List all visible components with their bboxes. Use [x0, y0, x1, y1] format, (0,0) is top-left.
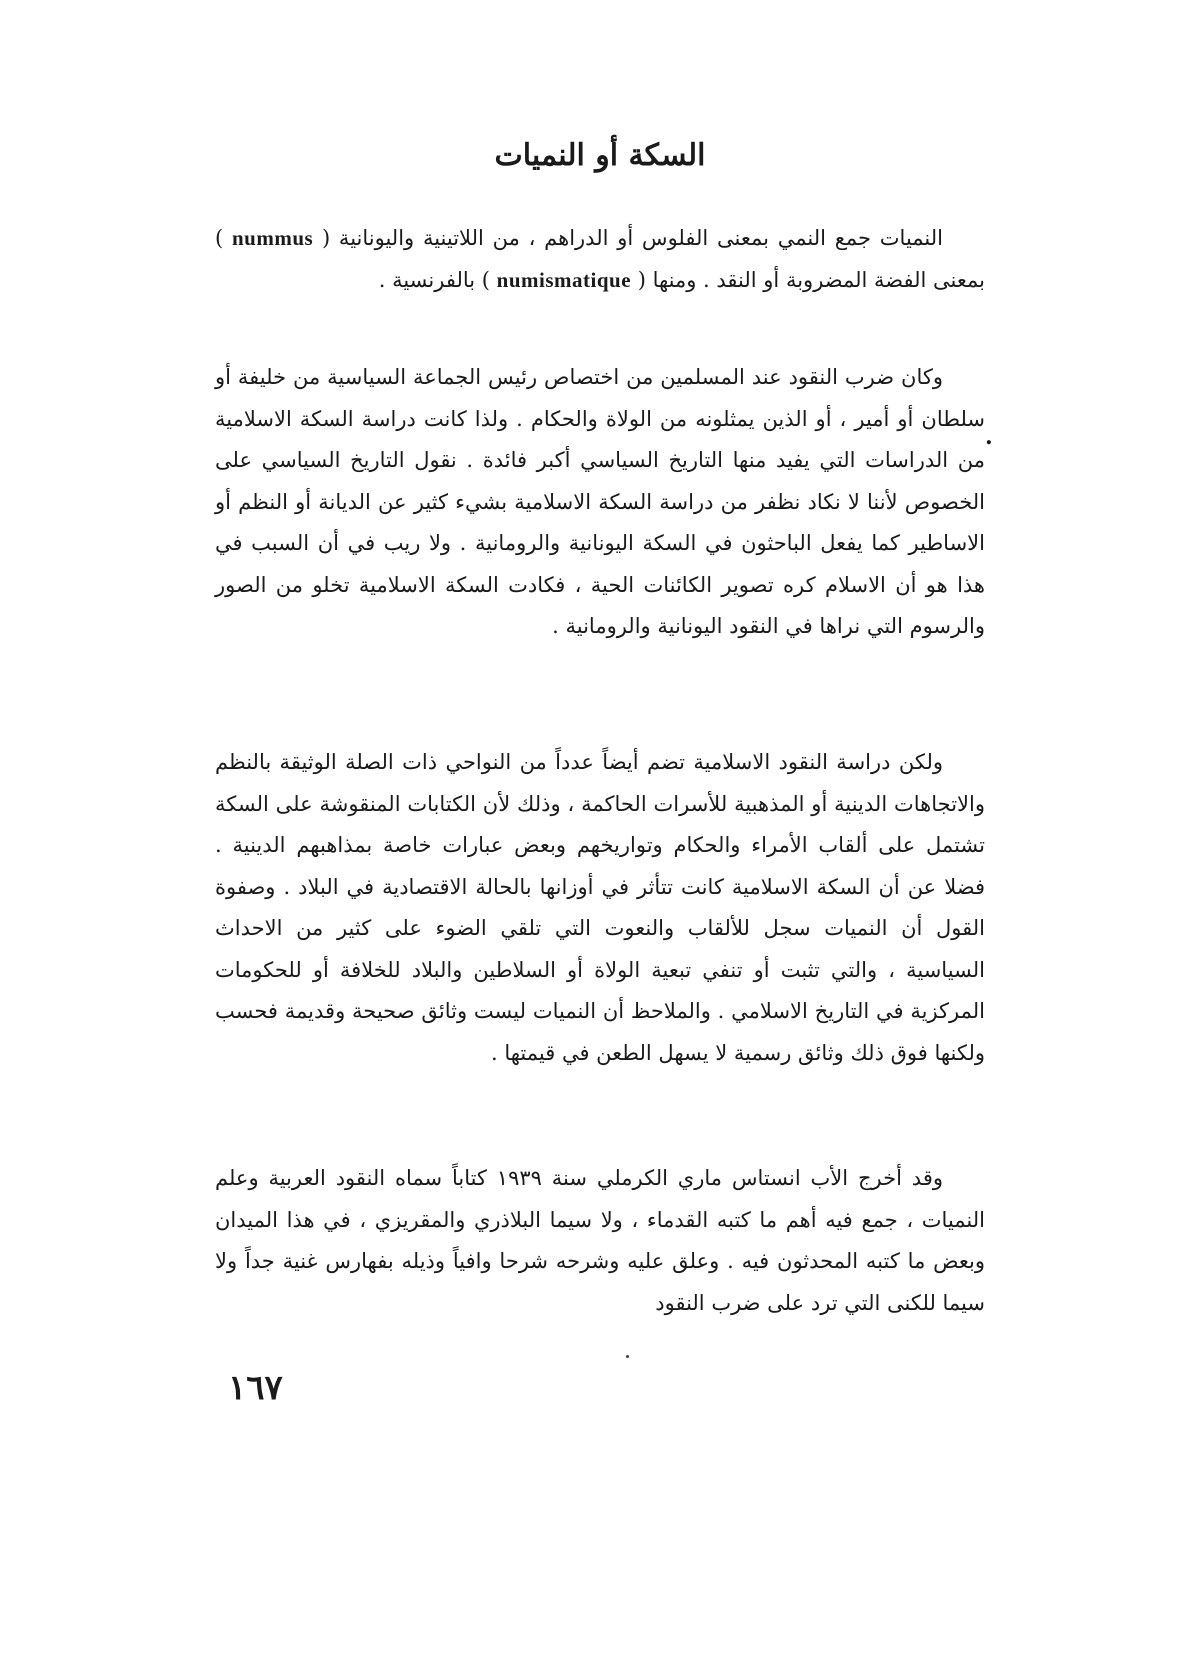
chapter-heading: السكة أو النميات	[494, 138, 706, 173]
paragraph-4: وقد أخرج الأب انستاس ماري الكرملي سنة ١٩٣٩ كتاباً سماه النقود العربية وعلم النميات ، جمع فيه أهم ما كتبه القدماء ، ولا سيما البلاذري والمقريزي ، في هذا الميدان وبعض ما كتبه المحدثون فيه . وعلق عليه وشرحه شرحا وافياً وذيله بفهارس غنية جداً ولا سيما للكنى التي ترد على ضرب النقود	[215, 1166, 985, 1315]
print-speck	[626, 1355, 629, 1358]
page-number: ١٦٧	[228, 1368, 283, 1408]
paragraph-1-text-end: ) بالفرنسية .	[378, 267, 490, 292]
latin-term-nummus: nummus	[231, 226, 314, 250]
paragraph-1-text-start: النميات جمع النمي بمعنى الفلوس أو الدراهم ، من اللاتينية واليونانية (	[321, 226, 943, 250]
paragraph-2: وكان ضرب النقود عند المسلمين من اختصاص رئيس الجماعة السياسية من خليفة أو سلطان أو أمير ، أو الذين يمثلونه من الولاة والحكام . ولذا كانت دراسة السكة الاسلامية من الدراسات التي يفيد منها التاريخ السياسي أكبر فائدة . نقول التاريخ السياسي على الخصوص لأننا لا نكاد نظفر من دراسة السكة الاسلامية بشيء كثير عن الديانة أو النظم أو الاساطير كما يفعل الباحثون في السكة اليونانية والرومانية . ولا ريب في أن السبب في هذا هو أن الاسلام كره تصوير الكائنات الحية ، فكادت السكة الاسلامية تخلو من الصور والرسوم التي نراها في النقود اليونانية والرومانية .	[215, 365, 985, 638]
latin-term-numismatique: numismatique	[496, 267, 632, 292]
paragraph-3: ولكن دراسة النقود الاسلامية تضم أيضاً عدداً من النواحي ذات الصلة الوثيقة بالنظم والاتجاهات الدينية أو المذهبية للأسرات الحاكمة ، وذلك لأن الكتابات المنقوشة على السكة تشتمل على ألقاب الأمراء والحكام وتواريخهم وبعض عبارات خاصة بمذاهبهم الدينية . فضلا عن أن السكة الاسلامية كانت تتأثر في أوزانها بالحالة الاقتصادية في البلاد . وصفوة القول أن النميات سجل للألقاب والنعوت التي تلقي الضوء على كثير من الاحداث السياسية ، والتي تثبت أو تنفي تبعية الولاة أو السلاطين والبلاد للخلافة أو للحكومات المركزية في التاريخ الاسلامي . والملاحظ أن النميات ليست وثائق صحيحة وقديمة فحسب ولكنها فوق ذلك وثائق رسمية لا يسهل الطعن في قيمتها .	[215, 750, 985, 1065]
paragraph-1-text-middle: ) بمعنى الفضة المضروبة أو النقد . ومنها (	[215, 226, 985, 292]
margin-mark: .	[985, 424, 993, 450]
paragraph-1	[215, 218, 985, 301]
